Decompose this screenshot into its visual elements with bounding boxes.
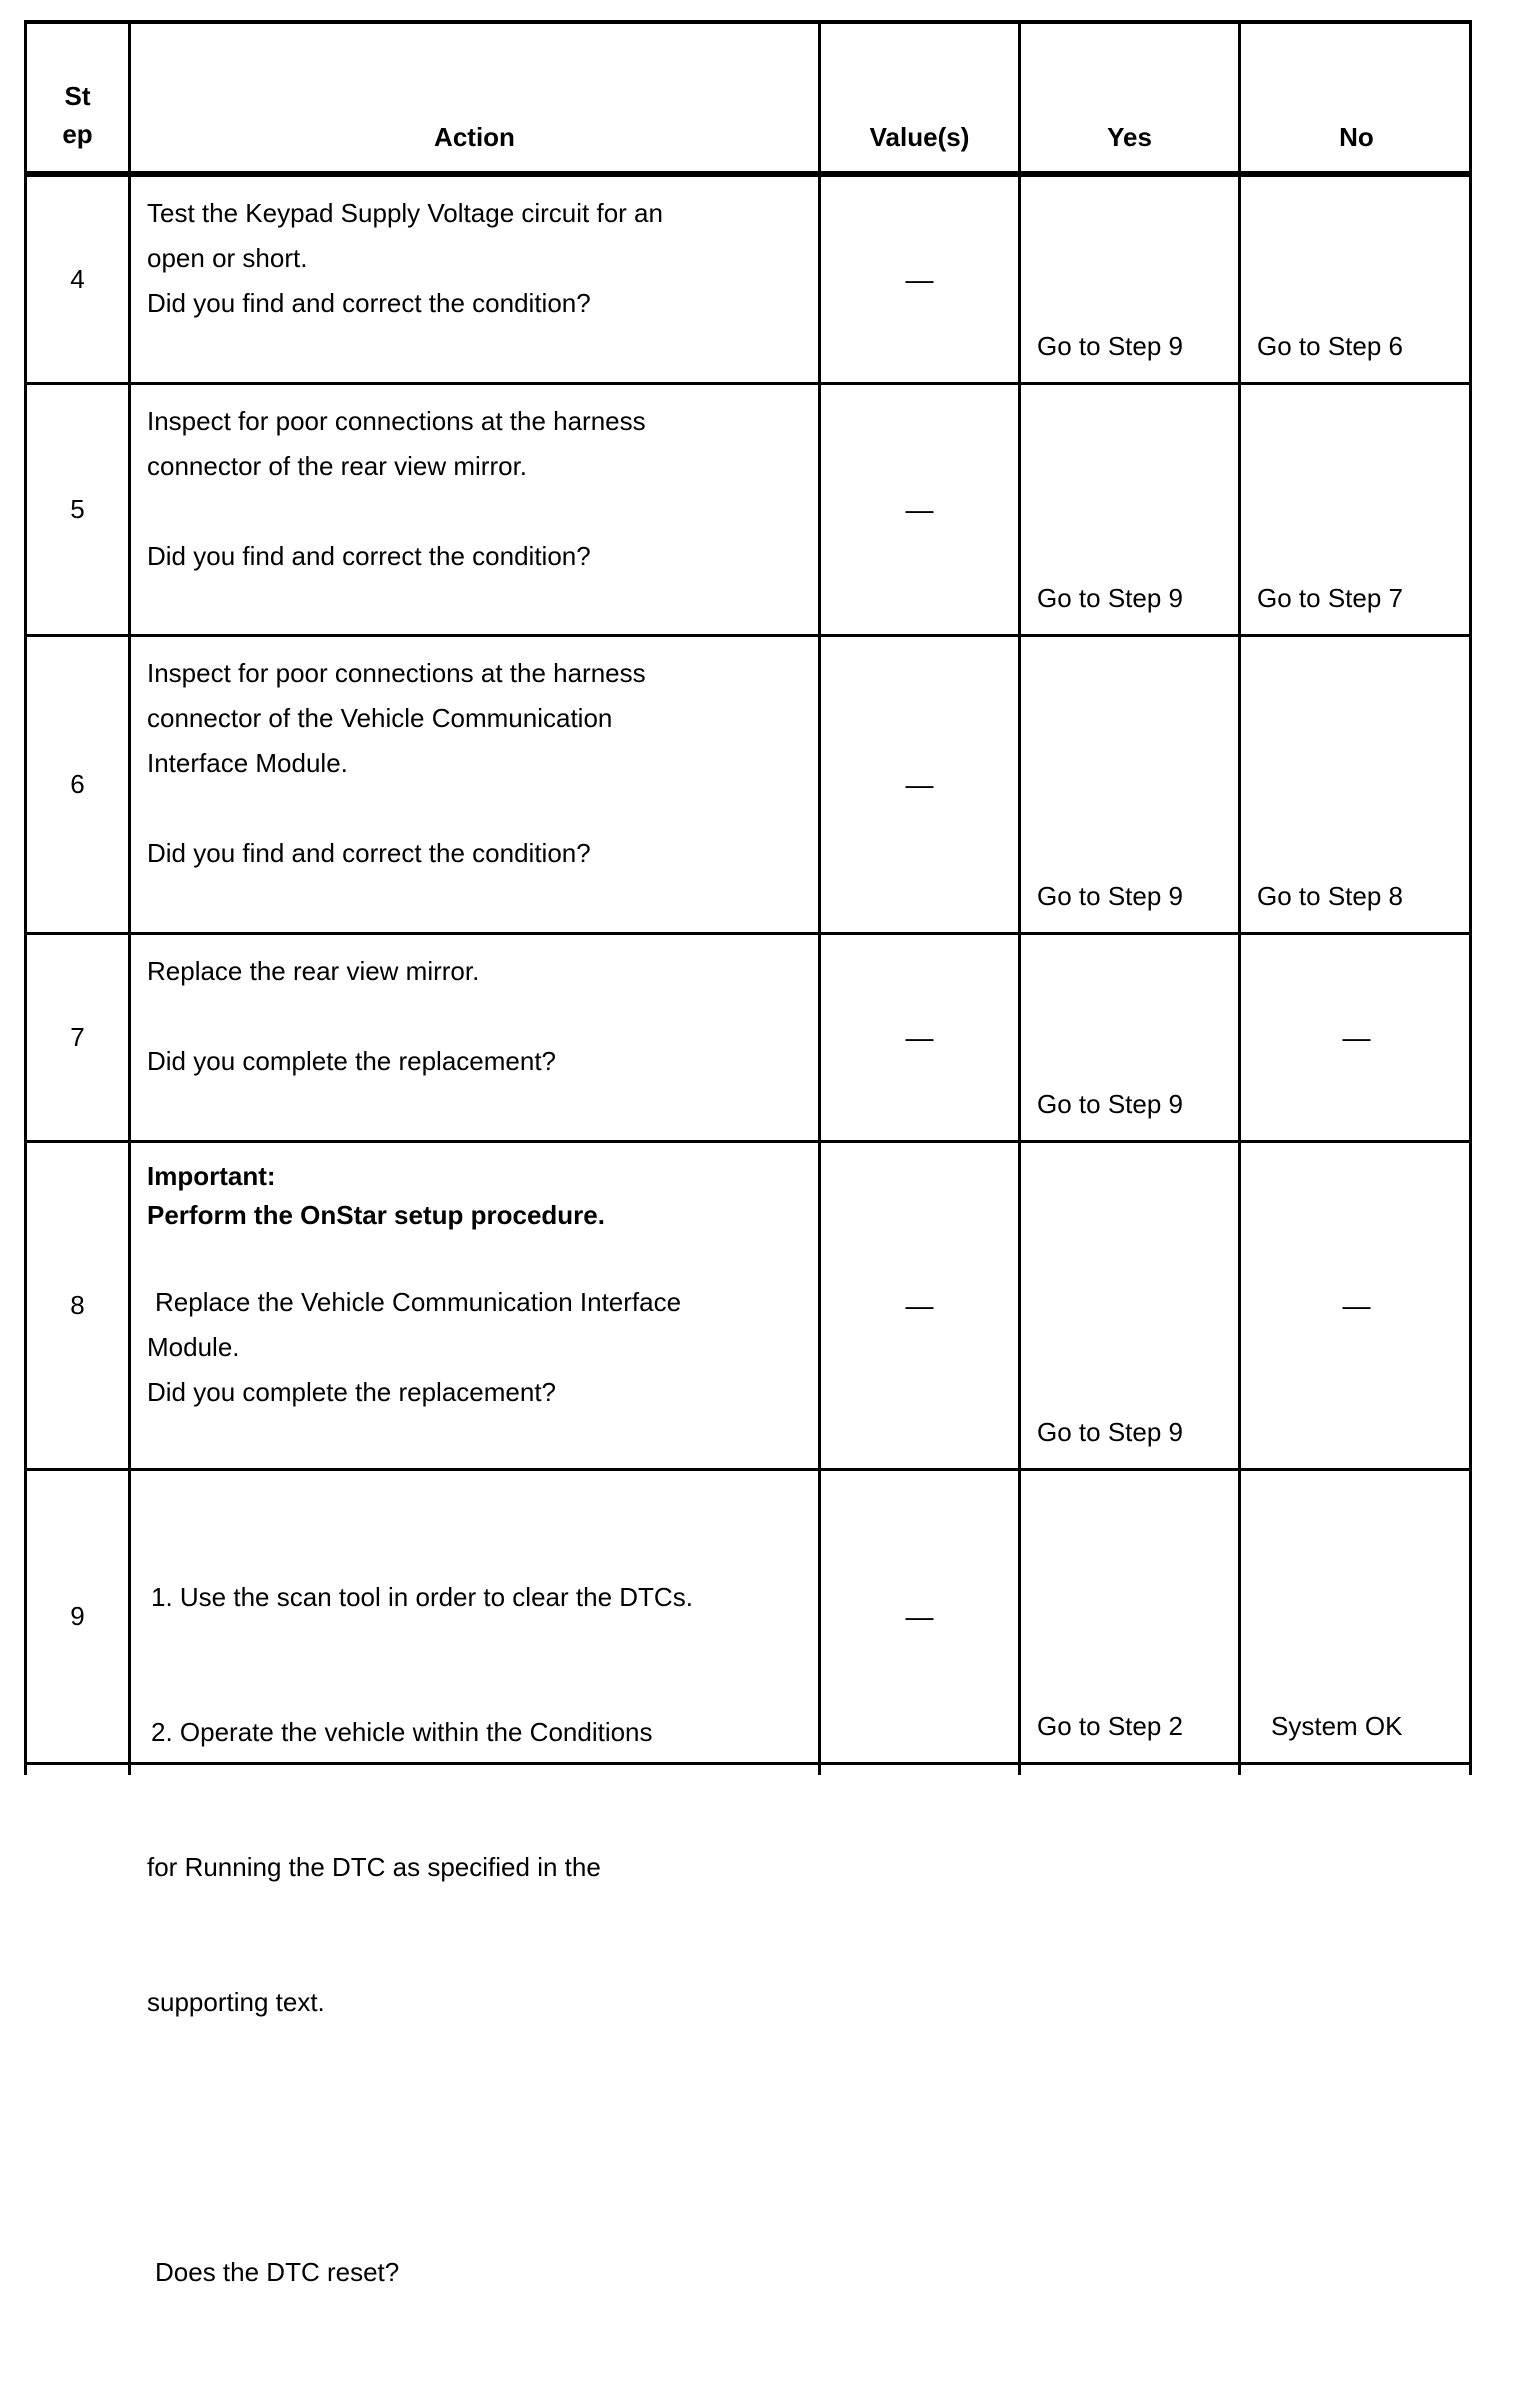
action-line: Did you find and correct the condition? (147, 541, 591, 571)
action-spacer (147, 1235, 818, 1280)
yes-cell: Go to Step 9 (1037, 1089, 1183, 1119)
list-item: 1. Use the scan tool in order to clear the DTCs. (151, 1582, 693, 1612)
value-cell: — (905, 1289, 934, 1321)
action-line: Module. (147, 1332, 240, 1362)
list-item: 2. Operate the vehicle within the Conditions (151, 1717, 653, 1747)
action-line: Inspect for poor connections at the harness (147, 406, 646, 436)
action-text (131, 1471, 818, 2287)
step-number: 9 (70, 1601, 85, 1631)
action-line: Inspect for poor connections at the harness (147, 658, 646, 688)
no-cell: System OK (1271, 1711, 1403, 1741)
action-line: Did you find and correct the condition? (147, 288, 591, 318)
value-cell: — (905, 768, 934, 800)
yes-cell: Go to Step 9 (1037, 1417, 1183, 1447)
header-yes: Yes (1107, 122, 1152, 152)
action-text (131, 935, 818, 1140)
action-line (147, 489, 818, 534)
important-text: Perform the OnStar setup procedure. (147, 1200, 605, 1230)
value-cell: — (905, 263, 934, 295)
header-no: No (1339, 122, 1374, 152)
action-line: connector of the rear view mirror. (147, 451, 528, 481)
value-cell: — (905, 1600, 934, 1632)
yes-cell: Go to Step 2 (1037, 1711, 1183, 1741)
action-line: Replace the Vehicle Communication Interface (155, 1287, 682, 1317)
action-line: Did you complete the replacement? (147, 1046, 557, 1076)
action-line: connector of the Vehicle Communication (147, 703, 613, 733)
no-cell: — (1342, 1289, 1371, 1321)
header-action: Action (434, 122, 515, 152)
action-line (147, 786, 818, 831)
yes-cell: Go to Step 9 (1037, 881, 1183, 911)
header-step: St ep (62, 81, 93, 149)
value-cell: — (905, 493, 934, 525)
yes-cell: Go to Step 9 (1037, 331, 1183, 361)
action-line: Test the Keypad Supply Voltage circuit for an (147, 198, 663, 228)
header-values: Value(s) (869, 122, 970, 152)
action-line: Does the DTC reset? (155, 2257, 400, 2287)
action-text (131, 177, 818, 382)
action-text (131, 385, 818, 634)
action-line: supporting text. (147, 1987, 325, 2017)
diagnostic-table (24, 20, 1472, 2287)
no-cell: Go to Step 8 (1257, 881, 1403, 911)
action-line: Interface Module. (147, 748, 348, 778)
action-line: open or short. (147, 243, 308, 273)
no-cell: Go to Step 6 (1257, 331, 1403, 361)
step-number: 8 (70, 1290, 85, 1320)
yes-cell: Go to Step 9 (1037, 583, 1183, 613)
step-number: 4 (70, 264, 85, 294)
action-text (131, 637, 818, 932)
value-cell: — (905, 1021, 934, 1053)
action-line (147, 994, 818, 1039)
action-line: for Running the DTC as specified in the (147, 1852, 601, 1882)
action-line: Did you find and correct the condition? (147, 838, 591, 868)
step-number: 5 (70, 494, 85, 524)
no-cell: Go to Step 7 (1257, 583, 1403, 613)
action-line (147, 2115, 818, 2160)
important-label: Important: (147, 1161, 276, 1191)
action-line: Did you complete the replacement? (147, 1377, 557, 1407)
step-number: 7 (70, 1022, 85, 1052)
action-line: Replace the rear view mirror. (147, 956, 480, 986)
step-number: 6 (70, 769, 85, 799)
action-text (131, 1143, 818, 1468)
no-cell: — (1342, 1021, 1371, 1053)
